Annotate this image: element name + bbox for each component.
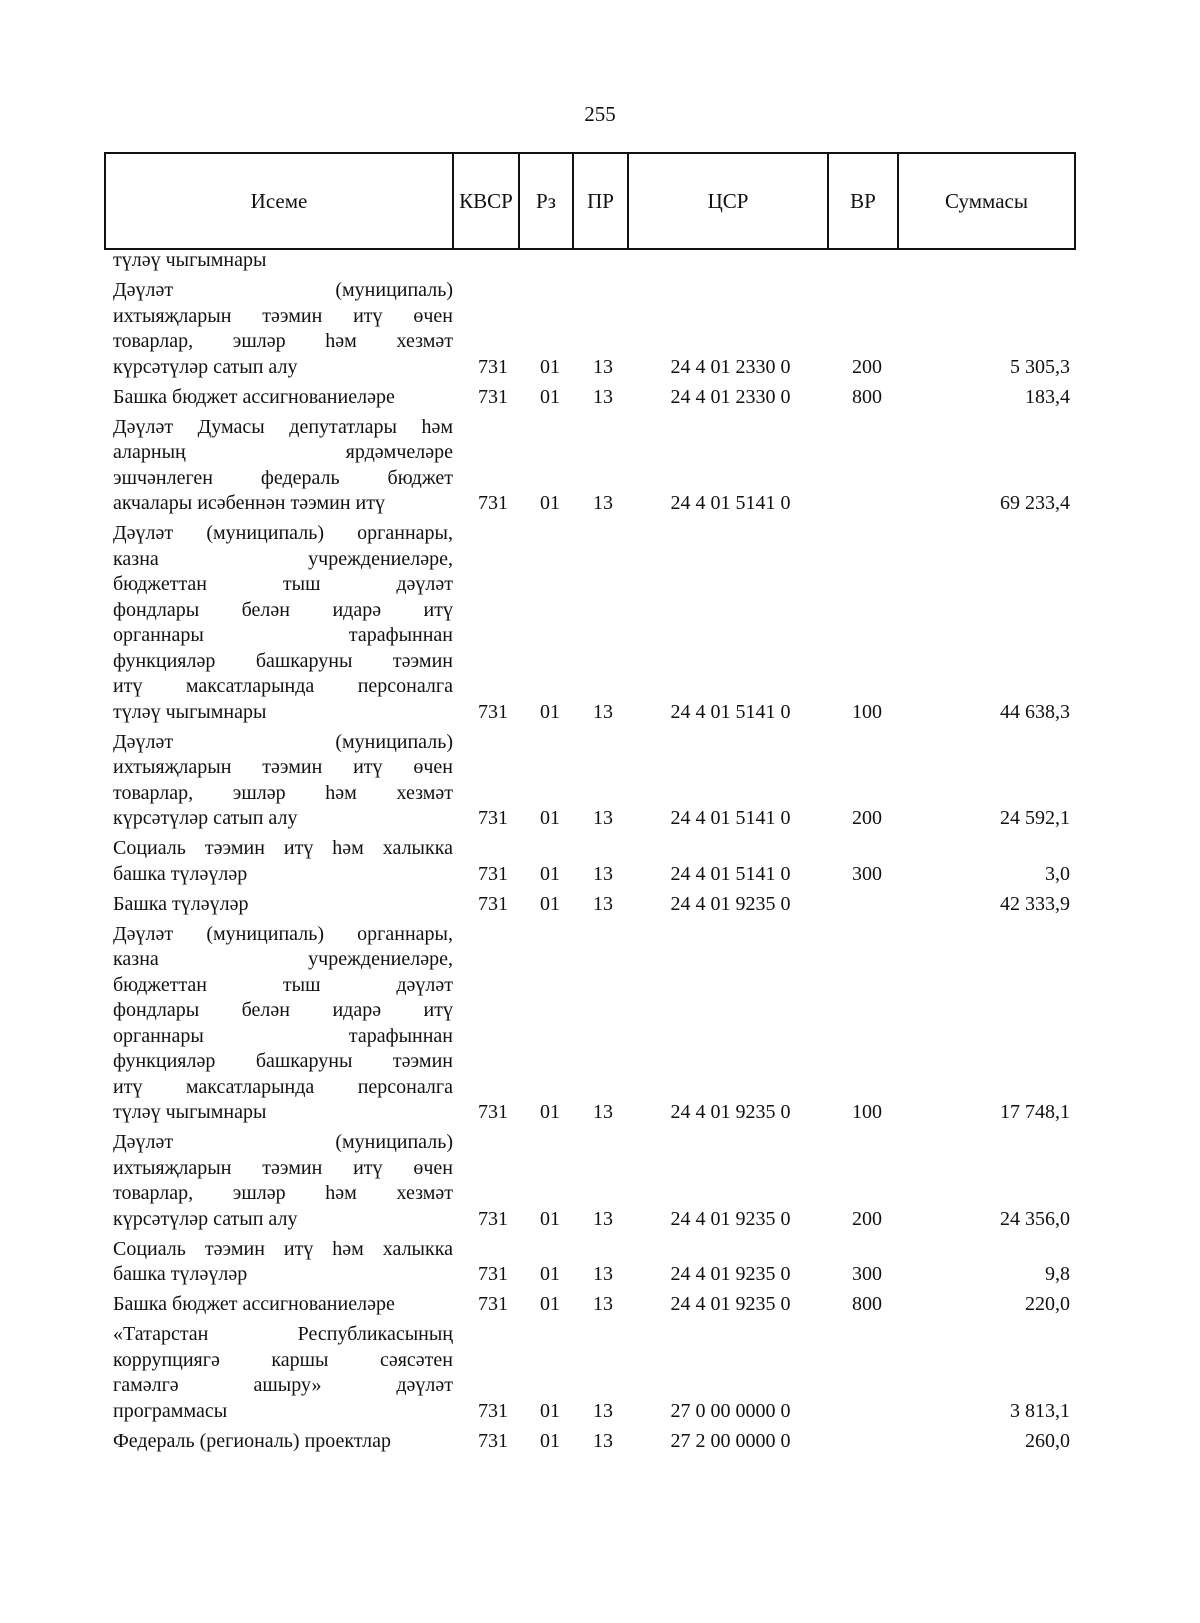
row-kvsr: 731 [478,862,508,885]
row-name [113,1292,453,1318]
row-name-line: күрсәтүләр сатып алу [113,807,298,829]
row-vr: 100 [852,700,882,723]
row-name-line: «Татарстан Республикасының [113,1323,453,1345]
row-name-line: товарлар, эшләр һәм хезмәт [113,781,453,804]
row-vr: 800 [852,1293,882,1315]
row-name-line: Дәүләт Думасы депутатлары һәм [113,415,453,438]
row-rz: 01 [540,1101,560,1123]
row-name [113,922,453,1126]
row-kvsr: 731 [478,892,508,915]
row-pr: 13 [593,1293,613,1315]
row-rz: 01 [540,385,560,408]
row-rz: 01 [540,492,560,514]
row-name-line: фондлары белән идарә итү [113,999,453,1021]
row-name-line: акчалары исәбеннән тәэмин итү [113,492,385,514]
row-vr: 100 [852,1101,882,1123]
header-name: Исеме [250,188,308,213]
row-name-line: казна учреждениеләре, [113,948,453,970]
row-name-line: функцияләр башкаруны тәэмин [113,649,453,672]
row-kvsr: 731 [478,1293,508,1315]
header-vr: ВР [827,154,897,248]
row-name-line: күрсәтүләр сатып алу [113,355,298,378]
row-vr: 200 [852,1207,882,1230]
row-csr: 24 4 01 2330 0 [670,385,791,408]
row-name-line: гамәлгә ашыру» дәүләт [113,1374,453,1396]
row-vr: 200 [852,807,882,829]
row-kvsr: 731 [478,1429,508,1452]
row-pr: 13 [593,807,613,829]
page-number: 255 [584,102,616,126]
row-sum: 260,0 [1025,1429,1070,1452]
row-name-line: Башка бюджет ассигнованиеләре [113,385,395,408]
row-name [113,1237,453,1288]
row-pr: 13 [593,1263,613,1285]
row-csr: 24 4 01 2330 0 [670,355,791,378]
row-kvsr: 731 [478,492,508,514]
row-vr: 300 [852,1263,882,1285]
row-name [113,248,453,274]
row-pr: 13 [593,892,613,915]
row-name-line: Дәүләт (муниципаль) [113,1131,453,1153]
row-sum: 69 233,4 [1000,492,1070,514]
row-rz: 01 [540,892,560,915]
header-pr: ПР [572,154,627,248]
table-header [104,152,1076,250]
row-rz: 01 [540,1429,560,1452]
row-csr: 24 4 01 9235 0 [670,1263,791,1285]
row-name-line: ихтыяҗларын тәэмин итү өчен [113,756,453,778]
row-name-line: Социаль тәэмин итү һәм халыкка [113,1237,453,1260]
row-csr: 24 4 01 9235 0 [670,892,791,915]
row-name-line: итү максатларында персоналга [113,675,453,697]
row-vr: 200 [852,355,882,378]
row-name [113,278,453,380]
row-name [113,730,453,832]
row-name-line: Дәүләт (муниципаль) [113,279,453,301]
row-name [113,521,453,725]
row-name-line: Башка бюджет ассигнованиеләре [113,1293,395,1315]
row-name-line: товарлар, эшләр һәм хезмәт [113,1182,453,1204]
row-sum: 24 356,0 [1000,1207,1070,1230]
row-name [113,1429,453,1455]
row-vr: 300 [852,862,882,885]
row-rz: 01 [540,1399,560,1422]
row-name-line: Дәүләт (муниципаль) органнары, [113,522,453,544]
row-pr: 13 [593,492,613,514]
header-kvsr: КВСР [452,154,518,248]
row-name-line: программасы [113,1399,228,1422]
row-name-line: аларның ярдәмчеләре [113,441,453,463]
row-name-line: Федераль (региональ) проектлар [113,1429,391,1452]
row-csr: 24 4 01 9235 0 [670,1101,791,1123]
row-csr: 27 2 00 0000 0 [670,1429,791,1452]
row-name-line: түләү чыгымнары [113,1101,267,1123]
row-name-line: башка түләүләр [113,1263,248,1285]
row-sum: 5 305,3 [1010,355,1070,378]
row-name-line: ихтыяҗларын тәэмин итү өчен [113,1156,453,1179]
row-name-line: функцияләр башкаруны тәэмин [113,1050,453,1072]
row-name-line: фондлары белән идарә итү [113,598,453,621]
row-name-line: бюджеттан тыш дәүләт [113,973,453,996]
row-name-line: күрсәтүләр сатып алу [113,1207,298,1230]
row-name [113,385,453,411]
row-kvsr: 731 [478,1399,508,1422]
row-pr: 13 [593,385,613,408]
row-name-line: товарлар, эшләр һәм хезмәт [113,330,453,352]
row-sum: 24 592,1 [1000,807,1070,829]
row-rz: 01 [540,700,560,723]
row-kvsr: 731 [478,700,508,723]
row-csr: 24 4 01 9235 0 [670,1207,791,1230]
row-pr: 13 [593,1429,613,1452]
row-pr: 13 [593,1399,613,1422]
row-name-line: органнары тарафыннан [113,624,453,646]
row-name-line: түләү чыгымнары [113,249,267,271]
row-kvsr: 731 [478,807,508,829]
header-csr: ЦСР [627,154,827,248]
row-vr: 800 [852,385,882,408]
row-rz: 01 [540,1293,560,1315]
row-sum: 183,4 [1025,385,1070,408]
row-sum: 9,8 [1045,1263,1070,1285]
row-sum: 3 813,1 [1010,1399,1070,1422]
row-name-line: Социаль тәэмин итү һәм халыкка [113,837,453,859]
row-name [113,1322,453,1424]
row-name-line: казна учреждениеләре, [113,547,453,570]
row-csr: 24 4 01 9235 0 [670,1293,791,1315]
row-name-line: эшчәнлеген федераль бюджет [113,466,453,489]
row-name-line: бюджеттан тыш дәүләт [113,573,453,595]
row-csr: 24 4 01 5141 0 [670,807,791,829]
row-sum: 42 333,9 [1000,892,1070,915]
row-pr: 13 [593,355,613,378]
row-name-line: коррупциягә каршы сәясәтен [113,1348,453,1371]
row-name [113,415,453,517]
header-rz: Рз [518,154,572,248]
row-name-line: түләү чыгымнары [113,700,267,723]
row-name-line: Башка түләүләр [113,892,249,915]
row-rz: 01 [540,1263,560,1285]
header-sum: Суммасы [897,154,1074,248]
row-name [113,892,453,918]
row-name [113,836,453,887]
row-pr: 13 [593,700,613,723]
row-kvsr: 731 [478,1101,508,1123]
row-name-line: Дәүләт (муниципаль) [113,730,453,753]
row-kvsr: 731 [478,385,508,408]
row-rz: 01 [540,807,560,829]
row-name-line: башка түләүләр [113,862,248,885]
row-csr: 24 4 01 5141 0 [670,862,791,885]
row-sum: 44 638,3 [1000,700,1070,723]
row-csr: 27 0 00 0000 0 [670,1399,791,1422]
row-name [113,1130,453,1232]
row-sum: 3,0 [1045,862,1070,885]
row-kvsr: 731 [478,1263,508,1285]
row-pr: 13 [593,1101,613,1123]
row-kvsr: 731 [478,355,508,378]
row-sum: 17 748,1 [1000,1101,1070,1123]
row-sum: 220,0 [1025,1293,1070,1315]
row-rz: 01 [540,1207,560,1230]
row-kvsr: 731 [478,1207,508,1230]
row-name-line: органнары тарафыннан [113,1024,453,1047]
row-csr: 24 4 01 5141 0 [670,492,791,514]
row-rz: 01 [540,355,560,378]
row-pr: 13 [593,1207,613,1230]
row-csr: 24 4 01 5141 0 [670,700,791,723]
row-pr: 13 [593,862,613,885]
row-name-line: итү максатларында персоналга [113,1075,453,1098]
row-name-line: Дәүләт (муниципаль) органнары, [113,922,453,945]
row-name-line: ихтыяҗларын тәэмин итү өчен [113,304,453,327]
row-rz: 01 [540,862,560,885]
